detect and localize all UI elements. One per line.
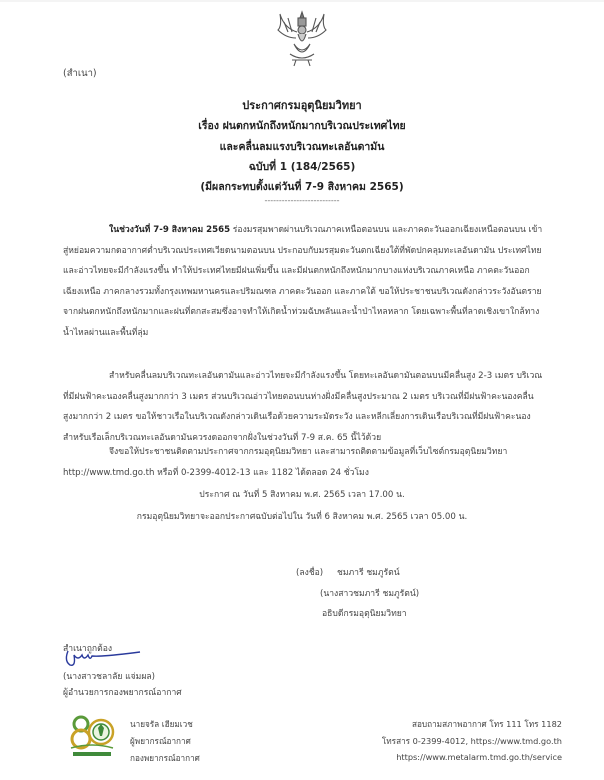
separator: -------------------------- <box>264 196 340 205</box>
subject-line-1: เรื่อง ฝนตกหนักถึงหนักมากบริเวณประเทศไทย <box>198 120 406 132</box>
forecaster-title: ผู้พยากรณ์อากาศ <box>130 736 191 746</box>
page-title: ประกาศกรมอุตุนิยมวิทยา <box>242 99 362 112</box>
contact-line-2[interactable]: โทรสาร 0-2399-4012, https://www.tmd.go.th <box>381 736 562 746</box>
paragraph-2 <box>63 366 543 448</box>
forecast-division: กองพยากรณ์อากาศ <box>130 753 200 763</box>
next-issue-notice: กรมอุตุนิยมวิทยาจะออกประกาศฉบับต่อไปใน วันที่ 6 สิงหาคม พ.ศ. 2565 เวลา 05.00 น. <box>136 512 468 522</box>
announced-date: ประกาศ ณ วันที่ 5 สิงหาคม พ.ศ. 2565 เวลา 17.00 น. <box>199 490 405 500</box>
paragraph-1-text: ร่องมรสุมพาดผ่านบริเวณภาคเหนือตอนบน และภาคตะวันออกเฉียงเหนือตอนบน เข้าสู่หย่อมความกดอากาศต่ำบริเวณประเทศเวียดนามตอนบน ประกอบกับมรสุมตะวันตกเฉียงใต้ที่พัดปกคลุมทะเลอันดามัน ประเทศไทยและอ่าวไทยจะมีกำลังแรงขึ้น ทำให้ประเทศไทยมีฝนเพิ่มขึ้น และมีฝนตกหนักถึงหนักมากบางแห่งบริเวณภาคเหนือ ภาคตะวันออกเฉียงเหนือ ภาคกลางรวมทั้งกรุงเทพมหานครและปริมณฑล ภาคตะวันออก และภาคใต้ ขอให้ประชาชนบริเวณดังกล่าวระวังอันตรายจากฝนตกหนักถึงหนักมากและฝนที่ตกสะสมซึ่งอาจทำให้เกิดน้ำท่วมฉับพลันและน้ำป่าไหลหลาก โดยเฉพาะพื้นที่ลาดเชิงเขาใกล้ทางน้ำไหลผ่านและพื้นที่ลุ่ม <box>63 225 543 338</box>
tmd-80th-anniversary-logo-icon <box>67 712 117 762</box>
certified-label: สำเนาถูกต้อง <box>63 644 113 654</box>
contact-line-3[interactable]: https://www.metalarm.tmd.go.th/service <box>396 752 562 762</box>
forecaster-name: นายจรัล เฮียมเวช <box>130 719 193 729</box>
certified-position: ผู้อำนวยการกองพยากรณ์อากาศ <box>63 688 182 698</box>
paragraph-2-text: สำหรับคลื่นลมบริเวณทะเลอันดามันและอ่าวไทยจะมีกำลังแรงขึ้น โดยทะเลอันดามันตอนบนมีคลื่นสูง 2-3 เมตร บริเวณที่มีฝนฟ้าคะนองคลื่นสูงมากกว่า 3 เมตร ส่วนบริเวณอ่าวไทยตอนบนห่างฝั่งมีคลื่นสูงประมาณ 2 เมตร บริเวณที่มีฝนฟ้าคะนองคลื่นสูงมากกว่า 2 เมตร ขอให้ชาวเรือในบริเวณดังกล่าวเดินเรือด้วยความระมัดระวัง และหลีกเลี่ยงการเดินเรือบริเวณที่มีฝนฟ้าคะนอง สำหรับเรือเล็กบริเวณทะเลอันดามันควรงดออกจากฝั่งในช่วงวันที่ 7-9 ส.ค. 65 นี้ไว้ด้วย <box>63 371 543 443</box>
top-border <box>0 0 604 2</box>
signed-name: ชมภารี ชมภูรัตน์ <box>337 568 400 578</box>
garuda-emblem-icon <box>270 8 334 72</box>
signed-label: (ลงชื่อ) <box>296 568 324 578</box>
effective-date: (มีผลกระทบตั้งแต่วันที่ 7-9 สิงหาคม 2565) <box>200 181 404 193</box>
paragraph-3-text: จึงขอให้ประชาชนติดตามประกาศจากกรมอุตุนิยมวิทยา และสามารถติดตามข้อมูลที่เว็บไซต์กรมอุตุนิยมวิทยา http://www.tmd.go.th หรือที่ 0-2399-4012-13 และ 1182 ได้ตลอด 24 ชั่วโมง <box>63 447 508 478</box>
handwritten-signature-icon <box>62 647 142 669</box>
paragraph-1-lead: ในช่วงวันที่ 7-9 สิงหาคม 2565 <box>109 225 231 235</box>
certified-name: (นางสาวชลาลัย แจ่มผล) <box>63 672 155 682</box>
paragraph-3 <box>63 442 543 483</box>
contact-line-1: สอบถามสภาพอากาศ โทร 111 โทร 1182 <box>412 719 562 729</box>
paragraph-1 <box>63 220 543 343</box>
subject-line-2: และคลื่นลมแรงบริเวณทะเลอันดามัน <box>219 141 385 153</box>
copy-label: (สำเนา) <box>63 68 97 79</box>
signer-position: อธิบดีกรมอุตุนิยมวิทยา <box>322 609 407 619</box>
issue-number: ฉบับที่ 1 (184/2565) <box>248 161 356 173</box>
signer-full-name: (นางสาวชมภารี ชมภูรัตน์) <box>320 589 420 599</box>
